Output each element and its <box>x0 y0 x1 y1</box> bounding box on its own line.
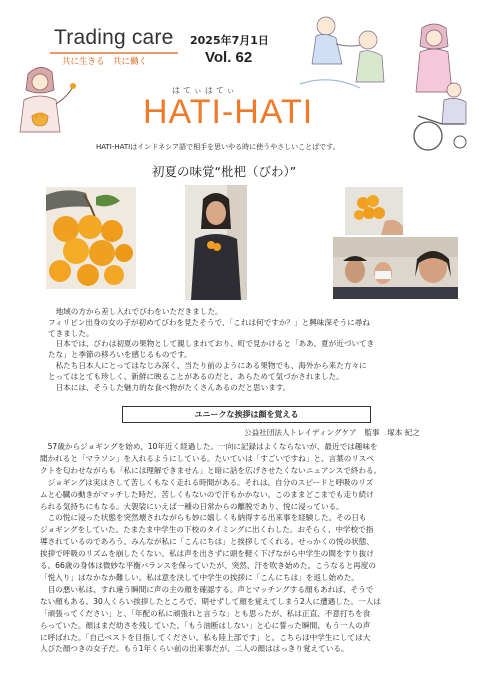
paragraph: 私たち日本人にとってはなじみ深く、当たり前のようにある果物でも、海外から来た方々に <box>48 360 367 370</box>
paragraph: 人びた顔つきの女子だ。もう1年くらい前の出来事だが、二人の顔ははっきり覚えている。 <box>40 644 349 654</box>
volume-number: Vol. 62 <box>205 49 253 66</box>
group-selfie-photo <box>333 237 458 299</box>
paragraph: 導されているのであろう。みんなが私に「こんにちは」と挨拶してくれる。せっかくの悦の状態、 <box>40 537 374 547</box>
paragraph: に呼ばれた。「自己ベストを目指してください。私も陸上部です」と。こちらは中学生にしては大 <box>40 632 371 642</box>
hand-with-loquats-photo <box>345 187 403 235</box>
wheelchair-illustration <box>398 20 476 155</box>
paragraph: フィリピン出身の女の子が初めてびわを見たそうで、「これは何ですか？」と興味深そうに尋ね <box>48 317 370 327</box>
paragraph: クトを匂わせながらも「私には理解できません」と暗に話を広げさせたくないニュアンスで終わる。 <box>40 465 382 475</box>
loquat-branch-photo <box>46 187 136 289</box>
article-title: 初夏の味覚“枇杷（びわ）” <box>152 164 297 179</box>
newsletter-title: HATI-HATI <box>143 93 314 131</box>
paragraph: 57歳からジョギングを始め、10年近く経過した。一向に記録はよくならないが、最近では趣味を <box>40 442 378 451</box>
helping-hands-illustration <box>290 4 400 96</box>
paragraph: 「頑張ってください」と、「年配の私に頑張れと言うな」とも思ったが、私は正直、不意打ちを食 <box>40 608 371 618</box>
column-author: 公益社団法人トレイディングケア 監事 塚本 紀之 <box>244 428 420 437</box>
column-body <box>40 441 452 655</box>
paragraph: てきました。 <box>48 328 94 338</box>
issue-date: 2025年7月1日 <box>190 34 269 47</box>
person-with-loquat-photo <box>185 185 247 300</box>
title-ruby: はてぃはてぃ <box>172 86 238 95</box>
paragraph: 聞かれると「マラソン」を入れるようにしている。たいていは「すごいですね」と、言葉のリスペ <box>40 453 374 463</box>
brand-name: Trading care <box>54 26 174 49</box>
paragraph: ない顔もある。30人くらい挨拶したところで、期せずして顔を覚えてしまう2人に遭遇した。一人は <box>40 596 381 606</box>
paragraph: る。66歳の身体は微妙な平衡バランスを保っていたが、突然、汗を吹き始めた。こうなると再度の <box>40 561 376 571</box>
paragraph: とってはとても珍しく、新鮮に映ることがあるのだと、あらためて気づかされました。 <box>48 371 344 381</box>
paragraph: 目の悪い私は、すれ違う瞬間に声の主の顔を確認する。声とマッチングする顔もあれば、そうで <box>40 584 374 594</box>
paragraph: 「悦入り」はなかなか難しい。私は意を決して中学生の挨拶に「こんにちは」を返し始めた。 <box>40 572 359 582</box>
tagline: 共に生きる 共に働く <box>62 57 148 67</box>
paragraph: 日本には、そうした魅力的な食べ物がたくさんあるのだと思います。 <box>48 382 291 392</box>
caregiver-illustration <box>10 60 82 138</box>
paragraph: 日本では、びわは初夏の果物として親しまれており、町で見かけると「ああ、夏が近づいてき <box>48 339 375 349</box>
paragraph: たな」と季節の移ろいを感じるものです。 <box>48 350 192 360</box>
paragraph: ジョギングは実はさして苦しくもなく走れる時間がある。それは、自分のスピードと呼吸のリズ <box>40 477 374 487</box>
paragraph: らっていた。顔はまだ幼さを残していた。「もう油断はしない」と心に誓った瞬間、もう一人の声 <box>40 620 371 630</box>
paragraph: られる気持ちにもなる。大袈裟にいえば一種の日常からの離脱であり、悦に浸っている。 <box>40 501 344 511</box>
paragraph: 地域の方から差し入れでびわをいただきました。 <box>48 307 223 316</box>
paragraph: この悦に浸った状態を突然壊されながらも妙に嬉しくも納得する出来事を経験した。その日も <box>40 513 367 523</box>
title-subtitle: HATI-HATIはインドネシア語で相手を思いやる時に使うやさしいことばです。 <box>96 143 340 151</box>
paragraph: ジョギングをしていた。たまたま中学生の下校のタイミングに出くわした。おそらく、中学校で指 <box>40 525 374 535</box>
article-body <box>48 307 458 393</box>
column-title-box: ユニークな挨拶は顔を覚える <box>122 406 371 423</box>
paragraph: ムと心臓の動きがマッチした時だ。苦しくもないので汗もかかない。このままどこまでも走り続け <box>40 489 374 499</box>
paragraph: 挨拶で呼吸のリズムを崩したくない。私は声を出さずに頭を軽く下げながら中学生の間をすり抜け <box>40 549 374 559</box>
